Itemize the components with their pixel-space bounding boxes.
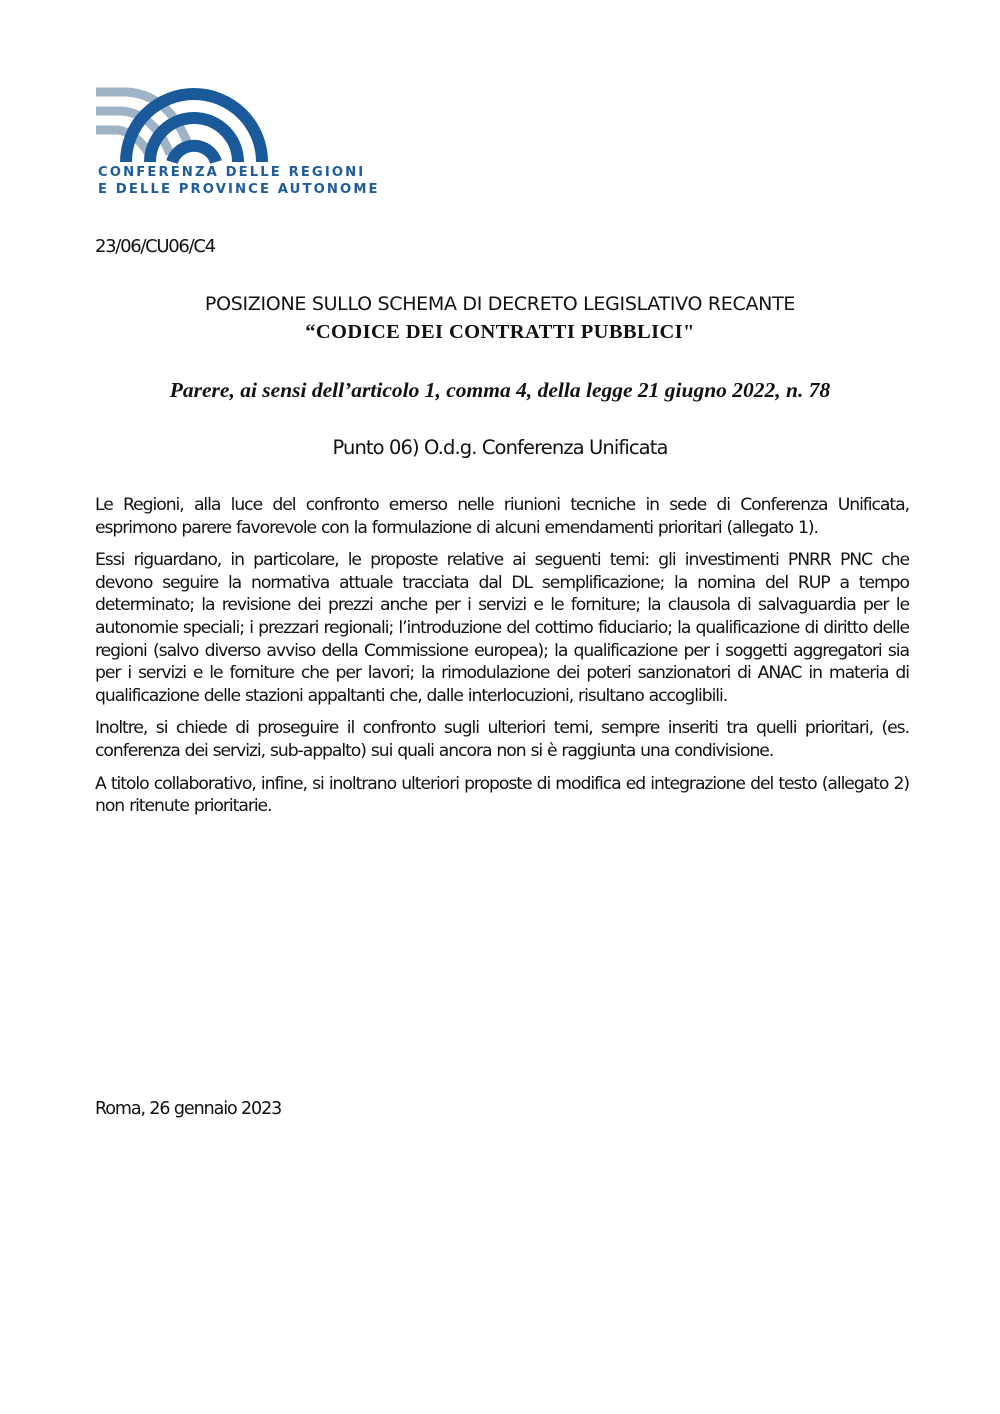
document-body	[95, 494, 909, 828]
document-title: POSIZIONE SULLO SCHEMA DI DECRETO LEGISLATIVO RECANTE	[204, 293, 796, 315]
document-title-quoted: “CODICE DEI CONTRATTI PUBBLICI"	[305, 321, 695, 343]
paragraph: A titolo collaborativo, infine, si inoltrano ulteriori proposte di modifica ed integrazione del testo (allegato 2) non ritenute prioritarie.	[95, 773, 909, 817]
document-subtitle: Parere, ai sensi dell’articolo 1, comma 4, della legge 21 giugno 2022, n. 78	[169, 378, 831, 402]
paragraph: Essi riguardano, in particolare, le proposte relative ai seguenti temi: gli investimenti PNRR PNC che devono seguire la normativa attuale tracciata dal DL semplificazione; la nomina del RUP a tempo determinato; la revisione dei prezzi anche per i servizi e le forniture; la clausola di salvaguardia per le autonomie speciali; i prezzari regionali; l’introduzione del cottimo fiduciario; la qualificazione di diritto delle regioni (salvo diverso avviso della Commissione europea); la qualificazione per i soggetti aggregatori sia per i servizi e le forniture che per lavori; la rimodulazione dei poteri sanzionatori di ANAC in materia di qualificazione delle stazioni appaltanti che, dalle interlocuzioni, risultano accoglibili.	[95, 550, 909, 706]
place-and-date: Roma, 26 gennaio 2023	[95, 1099, 282, 1119]
conferenza-logo	[96, 84, 396, 204]
protocol-number: 23/06/CU06/C4	[95, 236, 215, 257]
arches-logo-icon	[96, 84, 271, 164]
paragraph: Inoltre, si chiede di proseguire il confronto sugli ulteriori temi, sempre inseriti tra quelli prioritari, (es. conferenza dei servizi, sub-appalto) sui quali ancora non si è raggiunta una condivisione.	[95, 718, 909, 761]
paragraph: Le Regioni, alla luce del confronto emerso nelle riunioni tecniche in sede di Conferenza Unificata, esprimono parere favorevole con la formulazione di alcuni emendamenti prioritari (allegato 1).	[95, 495, 909, 538]
agenda-item: Punto 06) O.d.g. Conferenza Unificata	[332, 436, 668, 459]
dark-arch-inner	[172, 146, 216, 162]
logo-text-line1: CONFERENZA DELLE REGIONI	[98, 165, 366, 180]
logo-text-line2: E DELLE PROVINCE AUTONOME	[98, 182, 380, 197]
